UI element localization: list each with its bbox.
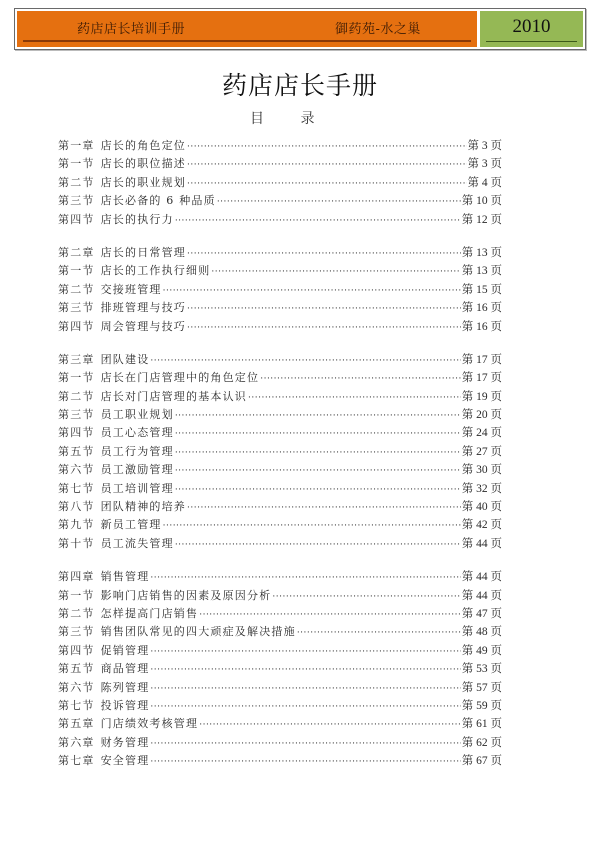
toc-entry-label: 第四章 [58, 570, 95, 584]
toc-entry[interactable] [58, 192, 502, 210]
toc-dot-leader [187, 156, 466, 174]
toc-entry-label: 第七章 [58, 754, 95, 768]
toc-entry[interactable] [58, 752, 502, 770]
toc-dot-leader [187, 175, 466, 193]
toc-entry-page: 第 17 页 [461, 353, 502, 366]
toc-group [58, 568, 502, 770]
toc-entry-label: 第六节 [58, 680, 95, 694]
toc-entry-page: 第 16 页 [461, 320, 502, 333]
toc-dot-leader [150, 352, 460, 370]
toc-entry-page: 第 62 页 [461, 736, 502, 749]
toc-entry[interactable] [58, 642, 502, 660]
toc-entry-label: 第七节 [58, 481, 95, 495]
toc-entry-label: 第一章 [58, 139, 95, 152]
toc-dot-leader [187, 499, 461, 517]
toc-entry[interactable] [58, 137, 502, 155]
toc-entry-page: 第 16 页 [461, 302, 502, 315]
toc-entry-page: 第 19 页 [461, 390, 502, 403]
toc-entry-page: 第 48 页 [461, 626, 502, 639]
toc-entry-title: 店长的执行力 [100, 212, 174, 226]
toc-entry-label: 第五节 [58, 662, 95, 676]
toc-entry-title: 员工流失管理 [100, 536, 174, 550]
toc-entry[interactable] [58, 174, 502, 192]
toc-entry-label: 第四节 [58, 643, 95, 657]
toc-entry[interactable] [58, 461, 502, 479]
toc-entry-page: 第 20 页 [461, 409, 502, 422]
toc-dot-leader [175, 536, 461, 554]
toc-entry-page: 第 57 页 [461, 681, 502, 694]
toc-dot-leader [175, 462, 461, 480]
toc-entry-label: 第十节 [58, 536, 95, 550]
toc-entry-page: 第 17 页 [461, 372, 502, 385]
document-title: 药店店长手册 [221, 71, 378, 100]
toc-dot-leader [199, 716, 461, 734]
toc-dot-leader [217, 193, 461, 211]
toc-entry-page: 第 13 页 [461, 265, 502, 278]
toc-entry-title: 员工心态管理 [100, 426, 174, 440]
toc-dot-leader [175, 425, 461, 443]
toc-dot-leader [248, 389, 461, 407]
toc-entry-label: 第三章 [58, 352, 95, 366]
toc-entry-page: 第 49 页 [461, 644, 502, 657]
toc-entry[interactable] [58, 262, 502, 280]
toc-entry[interactable] [58, 369, 502, 387]
toc-dot-leader [150, 569, 460, 587]
toc-entry[interactable] [58, 679, 502, 697]
toc-entry[interactable] [58, 516, 502, 534]
toc-entry-page: 第 44 页 [461, 571, 502, 584]
toc-entry-label: 第四节 [58, 212, 95, 226]
toc-entry-title: 团队建设 [100, 352, 150, 366]
toc-entry[interactable] [58, 443, 502, 461]
toc-group [58, 137, 502, 229]
toc-entry-page: 第 67 页 [461, 755, 502, 768]
toc-entry-label: 第五节 [58, 444, 95, 458]
toc-entry-page: 第 3 页 [467, 140, 502, 152]
toc-entry-title: 怎样提高门店销售 [100, 606, 199, 620]
toc-entry[interactable] [58, 406, 502, 424]
toc-dot-leader [150, 643, 460, 661]
toc-entry-page: 第 4 页 [467, 176, 502, 189]
toc-entry-page: 第 15 页 [461, 283, 502, 296]
toc-entry-label: 第一节 [58, 588, 95, 602]
toc-entry-title: 销售团队常见的四大顽症及解决措施 [100, 625, 296, 639]
header-year-underline [486, 41, 577, 42]
toc-entry-label: 第一节 [58, 264, 95, 278]
toc-dot-leader [297, 624, 461, 642]
toc-entry-label: 第四节 [58, 426, 95, 440]
toc-dot-leader [175, 444, 461, 462]
toc-entry-label: 第二节 [58, 282, 95, 296]
toc-group [58, 244, 502, 336]
toc-entry[interactable] [58, 535, 502, 553]
toc-entry[interactable] [58, 211, 502, 229]
toc-entry[interactable] [58, 605, 502, 623]
toc-entry[interactable] [58, 660, 502, 678]
toc-entry[interactable] [58, 587, 502, 605]
toc-entry[interactable] [58, 734, 502, 752]
toc-entry-label: 第一节 [58, 157, 95, 171]
toc-dot-leader [150, 698, 460, 716]
toc-entry-title: 店长必备的 6 种品质 [100, 194, 216, 208]
header-title-band [17, 11, 477, 47]
toc-entry-title: 店长的职业规划 [100, 175, 187, 189]
toc-dot-leader [150, 753, 460, 771]
toc-dot-leader [272, 588, 460, 606]
toc-dot-leader [175, 481, 461, 499]
toc-entry-label: 第二节 [58, 175, 95, 189]
toc-entry-title: 周会管理与技巧 [100, 319, 187, 333]
toc-entry-page: 第 42 页 [461, 519, 502, 532]
toc-entry-page: 第 3 页 [467, 158, 502, 171]
toc-entry-label: 第六章 [58, 735, 95, 749]
toc-entry-page: 第 44 页 [461, 589, 502, 602]
toc-entry-page: 第 10 页 [461, 195, 502, 208]
toc-entry-page: 第 32 页 [461, 482, 502, 495]
toc-entry-title: 员工职业规划 [100, 408, 174, 422]
toc-entry-title: 员工激励管理 [100, 463, 174, 477]
toc-dot-leader [260, 370, 461, 388]
toc-entry-page: 第 61 页 [461, 718, 502, 731]
toc-entry[interactable] [58, 155, 502, 173]
toc-entry-title: 店长的职位描述 [100, 157, 187, 171]
toc-entry-title: 店长的角色定位 [100, 139, 187, 152]
toc-entry-title: 店长对门店管理的基本认识 [100, 389, 248, 403]
toc-entry-title: 投诉管理 [100, 698, 150, 712]
toc-dot-leader [187, 300, 461, 318]
toc-entry-page: 第 59 页 [461, 699, 502, 712]
toc-dot-leader [199, 606, 461, 624]
header-underline [23, 40, 471, 42]
toc-dot-leader [175, 212, 461, 230]
toc-entry-label: 第三节 [58, 194, 95, 208]
toc-entry-label: 第八节 [58, 500, 95, 514]
header-year: 2010 [512, 16, 551, 37]
toc-entry-page: 第 13 页 [461, 246, 502, 259]
toc-entry-title: 影响门店销售的因素及原因分析 [100, 588, 272, 602]
toc-entry-page: 第 44 页 [461, 537, 502, 550]
toc-entry-page: 第 12 页 [461, 213, 502, 226]
header-organization: 御药苑-水之巢 [335, 22, 421, 37]
toc-entry-title: 排班管理与技巧 [100, 301, 187, 315]
toc-dot-leader [187, 319, 461, 337]
toc-dot-leader [163, 517, 461, 535]
toc-entry-label: 第三节 [58, 301, 95, 315]
toc-entry-title: 新员工管理 [100, 518, 162, 532]
header-year-band [480, 11, 583, 47]
toc-entry-title: 员工行为管理 [100, 444, 174, 458]
toc-entry-page: 第 27 页 [461, 445, 502, 458]
toc-dot-leader [187, 245, 461, 263]
toc-entry[interactable] [58, 281, 502, 299]
toc-entry-title: 财务管理 [100, 735, 150, 749]
toc-entry-page: 第 53 页 [461, 663, 502, 676]
toc-dot-leader [150, 680, 460, 698]
header-manual-title: 药店店长培训手册 [77, 22, 186, 37]
toc-entry-title: 团队精神的培养 [100, 500, 187, 514]
toc-entry[interactable] [58, 244, 502, 262]
toc-entry-title: 店长在门店管理中的角色定位 [100, 371, 260, 385]
toc-dot-leader [150, 661, 460, 679]
toc-entry-title: 安全管理 [100, 754, 150, 768]
toc-entry-label: 第七节 [58, 698, 95, 712]
toc-entry-title: 店长的工作执行细则 [100, 264, 211, 278]
toc-entry-label: 第六节 [58, 463, 95, 477]
toc-entry-label: 第二节 [58, 606, 95, 620]
toc-entry[interactable] [58, 299, 502, 317]
toc-entry-title: 门店绩效考核管理 [100, 717, 199, 731]
toc-dot-leader [150, 735, 460, 753]
toc-entry[interactable] [58, 480, 502, 498]
toc-entry-label: 第九节 [58, 518, 95, 532]
toc-entry-page: 第 30 页 [461, 464, 502, 477]
toc-entry[interactable] [58, 388, 502, 406]
toc-entry-label: 第二章 [58, 245, 95, 259]
toc-entry-title: 交接班管理 [100, 282, 162, 296]
toc-entry-title: 商品管理 [100, 662, 150, 676]
toc-entry-title: 员工培训管理 [100, 481, 174, 495]
toc-entry[interactable] [58, 715, 502, 733]
toc-entry[interactable] [58, 697, 502, 715]
toc-entry-label: 第二节 [58, 389, 95, 403]
page-header [14, 8, 586, 50]
toc-entry[interactable] [58, 318, 502, 336]
toc-entry-title: 促销管理 [100, 643, 150, 657]
toc-entry-title: 销售管理 [100, 570, 150, 584]
toc-entry-page: 第 47 页 [461, 607, 502, 620]
toc-entry[interactable] [58, 351, 502, 369]
toc-dot-leader [187, 138, 466, 156]
toc-entry-label: 第三节 [58, 625, 95, 639]
toc-group [58, 351, 502, 553]
toc-dot-leader [211, 263, 460, 281]
toc-entry-label: 第五章 [58, 717, 95, 731]
toc-entry[interactable] [58, 498, 502, 516]
toc-entry[interactable] [58, 568, 502, 586]
toc-dot-leader [175, 407, 461, 425]
toc-entry[interactable] [58, 623, 502, 641]
toc-heading: 目 录 [250, 111, 331, 127]
toc-entry-label: 第三节 [58, 408, 95, 422]
toc-dot-leader [163, 282, 461, 300]
toc-entry-label: 第四节 [58, 319, 95, 333]
toc-entry-label: 第一节 [58, 371, 95, 385]
toc-entry-title: 陈列管理 [100, 680, 150, 694]
toc-entry[interactable] [58, 424, 502, 442]
toc-entry-page: 第 40 页 [461, 501, 502, 514]
table-of-contents [58, 137, 502, 786]
toc-entry-page: 第 24 页 [461, 427, 502, 440]
toc-entry-title: 店长的日常管理 [100, 245, 187, 259]
